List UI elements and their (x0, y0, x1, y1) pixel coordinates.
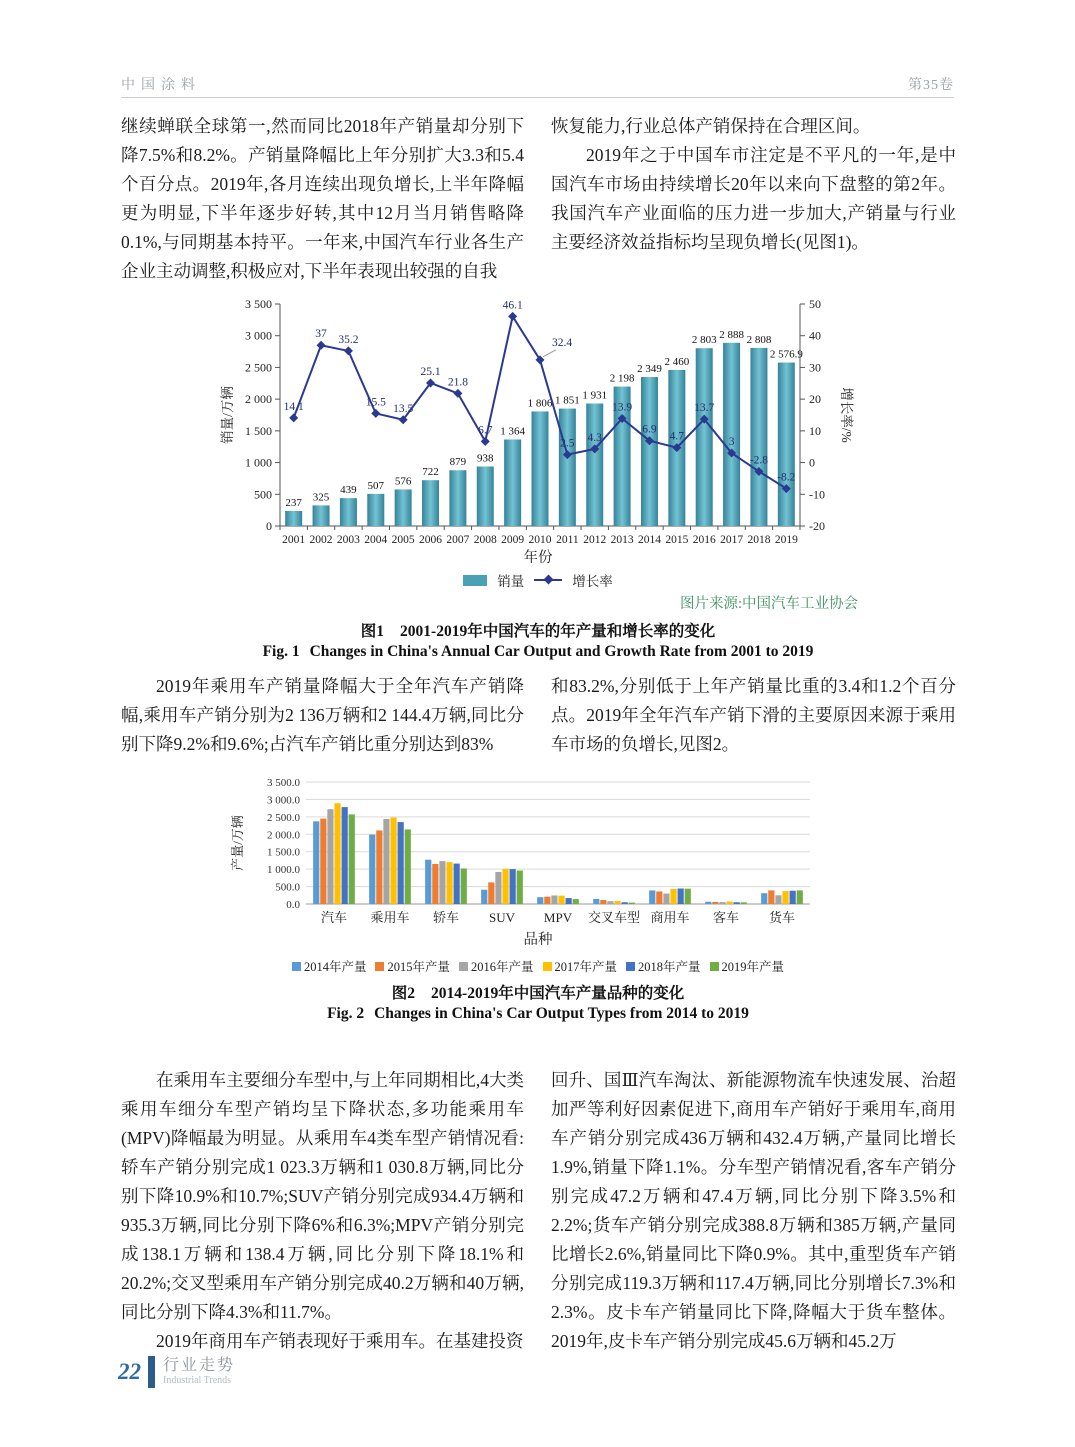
legend-label: 2017年产量 (554, 960, 618, 974)
bar (449, 470, 466, 526)
bar (685, 889, 691, 904)
svg-text:交叉车型: 交叉车型 (587, 910, 641, 925)
svg-text:2009: 2009 (501, 534, 525, 546)
bar (629, 903, 635, 904)
svg-text:6.7: 6.7 (478, 424, 493, 437)
line-point (289, 413, 298, 422)
bar (395, 489, 412, 526)
bar (488, 882, 494, 904)
svg-text:2019: 2019 (774, 534, 798, 546)
bar (761, 893, 767, 904)
figure1-legend (218, 570, 858, 590)
bar (425, 860, 431, 904)
svg-text:2 500.0: 2 500.0 (267, 811, 300, 824)
svg-text:MPV: MPV (543, 910, 573, 925)
figure1-right-axis-label: 增长率/% (839, 387, 854, 443)
bar (586, 404, 603, 526)
svg-text:4.7: 4.7 (669, 430, 685, 443)
svg-text:2006: 2006 (419, 534, 443, 546)
bar (670, 889, 676, 904)
svg-text:2 808: 2 808 (746, 333, 772, 346)
figure1-source: 图片来源:中国汽车工业协会 (679, 596, 858, 612)
legend-swatch (375, 962, 384, 971)
svg-text:1 851: 1 851 (554, 394, 580, 407)
svg-text:15.5: 15.5 (365, 396, 386, 409)
svg-text:37: 37 (315, 328, 327, 341)
svg-text:21.8: 21.8 (447, 376, 468, 389)
bar (504, 439, 521, 526)
figure2-caption-cn-label: 图2 (391, 985, 416, 1002)
bar (537, 897, 543, 904)
bar (327, 809, 333, 904)
svg-text:2 460: 2 460 (664, 355, 690, 368)
svg-text:轿车: 轿车 (432, 910, 460, 925)
svg-text:2 000.0: 2 000.0 (267, 829, 300, 842)
bar (705, 902, 711, 904)
svg-text:3: 3 (728, 436, 735, 449)
figure2-legend (218, 957, 858, 975)
bar (593, 899, 599, 904)
figure1 (218, 290, 858, 661)
bar (663, 894, 669, 904)
svg-text:20: 20 (809, 392, 821, 407)
svg-text:500.0: 500.0 (275, 881, 300, 894)
column-right-top (551, 112, 956, 257)
figure1-caption-cn-label: 图1 (360, 623, 385, 640)
bar (741, 902, 747, 904)
column-left-bottom (121, 1066, 524, 1356)
line-point (453, 389, 462, 398)
svg-text:货车: 货车 (768, 910, 796, 925)
bar (495, 872, 501, 904)
bar (369, 835, 375, 904)
svg-text:32.4: 32.4 (551, 336, 573, 349)
figure1-xaxis-label: 年份 (523, 550, 553, 566)
sales-legend-swatch (463, 575, 487, 586)
svg-text:14.1: 14.1 (283, 400, 304, 413)
paragraph: 恢复能力,行业总体产销保持在合理区间。 (551, 116, 871, 136)
bar (342, 807, 348, 904)
svg-text:1 000: 1 000 (245, 455, 272, 470)
svg-text:客车: 客车 (712, 910, 740, 925)
bar (696, 348, 713, 526)
bar (782, 891, 788, 904)
svg-text:3 500: 3 500 (245, 297, 272, 311)
legend-label: 2018年产量 (638, 960, 701, 974)
footer-section (163, 1357, 235, 1387)
paragraph: 和83.2%,分别低于上年产销量比重的3.4和1.2个百分点。2019年全年汽车产销下滑的主要原因来源于乘用车市场的负增长,见图2。 (551, 676, 956, 754)
svg-text:2007: 2007 (446, 534, 470, 546)
page-number: 22 (118, 1359, 141, 1384)
bar (446, 862, 452, 904)
bar (461, 868, 467, 904)
svg-text:439: 439 (340, 484, 357, 497)
figure2 (218, 772, 858, 1023)
svg-text:6.9: 6.9 (642, 423, 657, 436)
figure1-caption-cn (218, 619, 858, 641)
svg-text:1 931: 1 931 (582, 389, 608, 402)
svg-text:938: 938 (477, 452, 494, 465)
svg-text:2010: 2010 (528, 534, 552, 546)
paragraph: 回升、国Ⅲ汽车淘汰、新能源物流车快速发展、治超加严等利好因素促进下,商用车产销好于乘用车,商用车产销分别完成436万辆和432.4万辆,产量同比增长1.9%,销量下降1.1%。分车型产销情况看,客车产销分别完成47.2万辆和47.4万辆,同比分别下降3.5%和2.2%;货车产销分别完成388.8万辆和385万辆,产量同比增长2.6%,销量同比下降0.9%。其中,重型货车产销分别完成119.3万辆和117.4万辆,同比分别增长7.3%和2.3%。皮卡车产销量同比下降,降幅大于货车整体。2019年,皮卡车产销分别完成45.6万辆和45.2万 (551, 1070, 956, 1351)
column-right-bottom (551, 1066, 956, 1356)
bar (559, 409, 576, 526)
svg-text:-10: -10 (809, 487, 825, 502)
svg-text:2 888: 2 888 (719, 328, 744, 341)
bar (367, 494, 384, 526)
bar (398, 822, 404, 904)
svg-text:2 198: 2 198 (609, 372, 635, 385)
legend-swatch (292, 962, 301, 971)
bar (405, 829, 411, 904)
svg-text:2002: 2002 (309, 534, 333, 546)
svg-text:2.5: 2.5 (560, 437, 575, 450)
figure2-caption-en-label: Fig. 2 (327, 1005, 365, 1022)
svg-text:-8.2: -8.2 (777, 471, 796, 484)
bar (778, 363, 795, 526)
column-right-mid (551, 672, 956, 759)
svg-text:507: 507 (367, 479, 385, 492)
svg-text:2 349: 2 349 (637, 363, 662, 376)
figure1-chart (218, 290, 858, 548)
legend-item (459, 957, 534, 975)
svg-text:3 000.0: 3 000.0 (267, 794, 300, 807)
sales-legend-label: 销量 (497, 574, 525, 589)
svg-text:0: 0 (809, 455, 815, 470)
svg-text:40: 40 (809, 328, 821, 343)
growth-legend-label: 增长率 (572, 574, 613, 589)
svg-text:1 500: 1 500 (245, 423, 272, 438)
svg-text:2008: 2008 (473, 534, 497, 546)
svg-text:576: 576 (394, 475, 412, 488)
bar (544, 897, 550, 904)
legend-item (543, 957, 618, 975)
bar (439, 861, 445, 904)
legend-label: 2016年产量 (470, 960, 534, 974)
growth-legend-marker (534, 579, 562, 581)
figure2-caption-en (218, 1005, 858, 1023)
svg-text:乘用车: 乘用车 (370, 910, 410, 925)
legend-item (375, 957, 450, 975)
figure1-left-axis-label: 销量/万辆 (220, 386, 235, 444)
bar (726, 902, 732, 904)
figure1-caption-cn-text: 2001-2019年中国汽车的年产量和增长率的变化 (400, 623, 716, 640)
bar (723, 343, 740, 526)
svg-text:25.1: 25.1 (420, 365, 441, 378)
svg-text:1 364: 1 364 (500, 425, 526, 438)
bar (313, 821, 319, 904)
svg-text:2 576.9: 2 576.9 (769, 348, 803, 361)
footer-accent-bar (148, 1356, 155, 1388)
bar (614, 901, 620, 904)
svg-text:-2.8: -2.8 (749, 454, 769, 467)
bar (481, 890, 487, 904)
svg-text:50: 50 (809, 297, 821, 311)
line-point (481, 437, 490, 446)
page-footer (118, 1356, 235, 1388)
footer-section-cn: 行业走势 (163, 1357, 236, 1375)
line-point (344, 346, 353, 355)
footer-section-en: Industrial Trends (163, 1375, 232, 1387)
svg-text:2 000: 2 000 (245, 392, 272, 407)
paragraph: 继续蝉联全球第一,然而同比2018年产销量却分别下降7.5%和8.2%。产销量降幅比上年分别扩大3.3和5.4个百分点。2019年,各月连续出现负增长,上半年降幅更为明显,下半年逐步好转,其中12月当月销售略降0.1%,与同期基本持平。一年来,中国汽车行业各生产企业主动调整,积极应对,下半年表现出较强的自我 (121, 116, 524, 281)
svg-text:13.5: 13.5 (393, 402, 414, 415)
bar (607, 901, 613, 904)
figure1-caption-en (218, 643, 858, 661)
svg-text:2016: 2016 (692, 534, 716, 546)
legend-swatch (710, 962, 719, 971)
column-left-top (121, 112, 524, 286)
bar (334, 803, 340, 904)
figure2-caption-cn-text: 2014-2019年中国汽车产量品种的变化 (431, 985, 685, 1002)
bar (566, 898, 572, 904)
bar (517, 871, 523, 904)
svg-text:-20: -20 (809, 519, 825, 533)
line-point (371, 409, 380, 418)
column-left-mid (121, 672, 524, 759)
journal-name: 中国涂料 (121, 78, 201, 93)
bar (734, 902, 740, 904)
svg-text:2001: 2001 (282, 534, 306, 546)
bar (622, 902, 628, 904)
svg-text:500: 500 (254, 487, 272, 502)
bar (797, 890, 803, 904)
bar (678, 888, 684, 904)
bar (320, 819, 326, 904)
bar (285, 511, 302, 526)
figure2-chart (218, 772, 858, 930)
svg-text:237: 237 (285, 496, 302, 509)
svg-text:722: 722 (422, 466, 439, 479)
svg-text:1 806: 1 806 (527, 397, 553, 410)
svg-text:2004: 2004 (364, 534, 388, 546)
svg-text:2017: 2017 (720, 534, 744, 546)
svg-text:2011: 2011 (556, 534, 579, 546)
svg-text:0.0: 0.0 (286, 899, 300, 911)
svg-text:2013: 2013 (610, 534, 634, 546)
bar (573, 899, 579, 904)
paragraph: 在乘用车主要细分车型中,与上年同期相比,4大类乘用车细分车型产销均呈下降状态,多功能乘用车(MPV)降幅最为明显。从乘用车4类车型产销情况看:轿车产销分别完成1 023.3万辆和1 030.8万辆,同比分别下降10.9%和10.7%;SUV产销分别完成934.4万辆和935.3万辆,同比分别下降6%和6.3%;MPV产销分别完成138.1万辆和138.4万辆,同比分别下降18.1%和20.2%;交叉型乘用车产销分别完成40.2万辆和40万辆,同比分别下降4.3%和11.7%。 (121, 1070, 524, 1322)
bar (712, 902, 718, 904)
svg-text:325: 325 (312, 491, 330, 504)
svg-text:30: 30 (809, 360, 821, 375)
volume-label: 第35卷 (908, 78, 954, 93)
paragraph: 2019年乘用车产销量降幅大于全年汽车产销降幅,乘用车产销分别为2 136万辆和2 144.4万辆,同比分别下降9.2%和9.6%;占汽车产销比重分别达到83% (121, 676, 524, 754)
svg-text:879: 879 (449, 456, 467, 469)
figure1-caption-en-label: Fig. 1 (262, 643, 300, 660)
bar (558, 896, 564, 904)
svg-text:2014: 2014 (637, 534, 661, 546)
svg-text:2 803: 2 803 (691, 334, 717, 347)
legend-label: 2015年产量 (387, 960, 450, 974)
svg-text:13.9: 13.9 (612, 401, 633, 414)
svg-text:1 000.0: 1 000.0 (267, 864, 300, 877)
bar (383, 819, 389, 904)
svg-text:商用车: 商用车 (650, 910, 690, 925)
svg-text:10: 10 (809, 423, 821, 438)
svg-text:2018: 2018 (747, 534, 771, 546)
svg-text:2 500: 2 500 (245, 360, 272, 375)
svg-text:0: 0 (266, 519, 272, 533)
svg-text:2012: 2012 (583, 534, 607, 546)
legend-item (710, 957, 785, 975)
paragraph: 2019年之于中国车市注定是不平凡的一年,是中国汽车市场由持续增长20年以来向下盘整的第2年。我国汽车产业面临的压力进一步加大,产销量与行业主要经济效益指标均呈现负增长(见图1)。 (551, 145, 956, 252)
svg-text:2003: 2003 (336, 534, 360, 546)
bar (775, 895, 781, 904)
bar (768, 890, 774, 904)
bar (313, 505, 330, 526)
bar (502, 869, 508, 904)
bar (641, 377, 658, 526)
bar (340, 498, 357, 526)
bar (600, 900, 606, 904)
bar (376, 830, 382, 904)
bar (477, 467, 494, 526)
svg-text:2015: 2015 (665, 534, 689, 546)
svg-text:汽车: 汽车 (320, 910, 348, 925)
bar (750, 348, 767, 526)
bar (432, 864, 438, 904)
legend-item (626, 957, 701, 975)
line-point (317, 341, 326, 350)
svg-text:4.3: 4.3 (587, 431, 602, 444)
svg-text:13.7: 13.7 (694, 402, 715, 415)
bar (454, 864, 460, 904)
bar (551, 895, 557, 904)
svg-text:1 500.0: 1 500.0 (267, 846, 300, 859)
legend-swatch (459, 962, 468, 971)
legend-label: 2014年产量 (303, 960, 367, 974)
bar (790, 891, 796, 904)
bar (510, 869, 516, 904)
figure2-bars (313, 803, 803, 904)
bar (532, 411, 549, 526)
svg-text:3 500.0: 3 500.0 (267, 777, 300, 789)
figure2-caption-en-text: Changes in China's Car Output Types from 2014 to 2019 (374, 1005, 749, 1022)
bar (422, 480, 439, 526)
svg-text:3 000: 3 000 (245, 328, 272, 343)
legend-swatch (543, 962, 552, 971)
legend-item (292, 957, 367, 975)
figure2-caption-cn (218, 981, 858, 1003)
bar (656, 891, 662, 904)
figure2-xaxis-label: 品种 (523, 932, 553, 948)
header-rule (121, 97, 954, 98)
legend-label: 2019年产量 (721, 960, 785, 974)
bar (390, 818, 396, 904)
bar (349, 814, 355, 904)
svg-text:2005: 2005 (391, 534, 415, 546)
svg-text:46.1: 46.1 (502, 299, 523, 312)
bar (649, 890, 655, 904)
legend-swatch (626, 962, 635, 971)
svg-text:SUV: SUV (488, 910, 516, 925)
svg-text:35.2: 35.2 (338, 333, 359, 346)
paragraph: 2019年商用车产销表现好于乘用车。在基建投资 (156, 1331, 524, 1351)
figure1-caption-en-text: Changes in China's Annual Car Output and Growth Rate from 2001 to 2019 (309, 643, 814, 660)
bar (719, 902, 725, 904)
figure2-yaxis-label: 产量/万辆 (230, 815, 245, 871)
